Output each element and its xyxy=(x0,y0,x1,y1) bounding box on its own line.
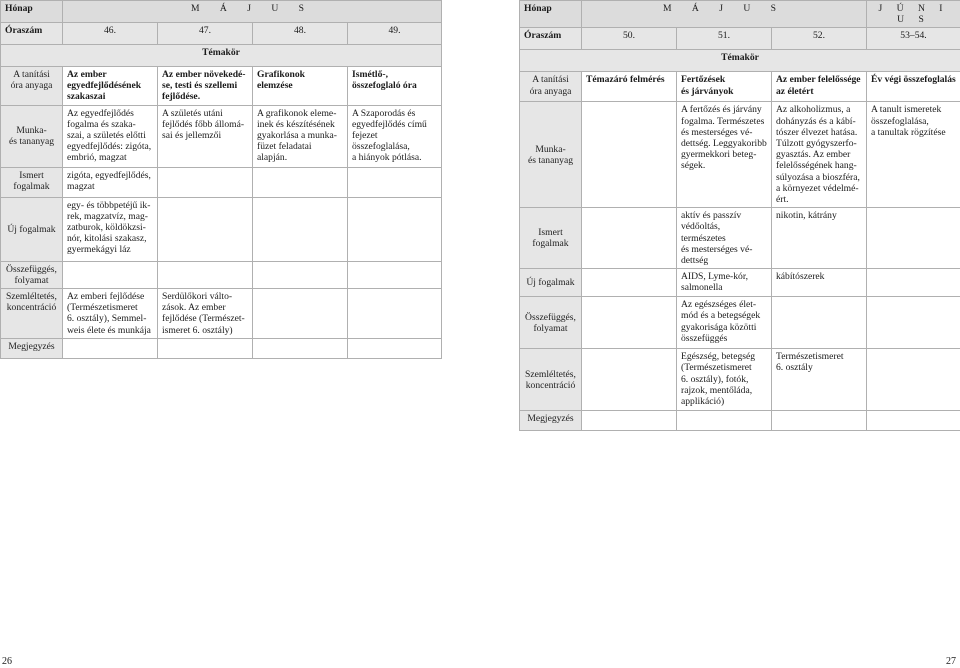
left-lesson-table xyxy=(0,0,442,359)
new-concepts-cell xyxy=(348,197,442,261)
lesson-number: 46. xyxy=(63,23,158,45)
lesson-title: Grafikonok elemzése xyxy=(253,67,348,106)
lesson-title: Az ember felelőssége az életért xyxy=(772,72,867,102)
known-concepts-cell: nikotin, kátrány xyxy=(772,208,867,269)
lesson-number: 50. xyxy=(582,28,677,50)
relationships-cell xyxy=(158,261,253,288)
row-label-notes: Megjegyzés xyxy=(520,411,582,431)
right-lesson-table xyxy=(519,0,960,431)
relationships-cell: Az egészséges élet- mód és a betegségek gyakorisága közötti összefüggés xyxy=(677,297,772,349)
month-name: J Ú N I U S xyxy=(867,1,960,28)
relationships-cell xyxy=(253,261,348,288)
new-concepts-cell xyxy=(582,269,677,297)
page-number-right: 27 xyxy=(946,656,956,667)
new-concepts-cell xyxy=(253,197,348,261)
row-label-illustration: Szemléltetés, koncentráció xyxy=(1,289,63,339)
relationships-cell xyxy=(63,261,158,288)
known-concepts-cell xyxy=(582,208,677,269)
known-concepts-cell: aktív és passzív védőoltás, természetes és mesterséges vé- dettség xyxy=(677,208,772,269)
new-concepts-cell: egy- és többpetéjű ik- rek, magzatvíz, mag- zatburok, köldökzsi- nór, kitolási szakasz, gyermekágyi láz xyxy=(63,197,158,261)
work-material-cell: Az egyedfejlődés fogalma és szaka- szai, a születés előtti egyedfejlődés: zigóta, embrió, magzat xyxy=(63,105,158,167)
work-material-cell: A születés utáni fejlődés főbb állomá- sai és jellemzői xyxy=(158,105,253,167)
notes-cell xyxy=(867,411,960,431)
row-label-known-concepts: Ismert fogalmak xyxy=(1,167,63,197)
new-concepts-cell: kábítószerek xyxy=(772,269,867,297)
illustration-cell: Egészség, betegség (Természetismeret 6. osztály), fotók, rajzok, mentőláda, applikáció) xyxy=(677,349,772,411)
known-concepts-cell: zigóta, egyedfejlődés, magzat xyxy=(63,167,158,197)
lesson-number: 52. xyxy=(772,28,867,50)
row-label-work-material: Munka- és tananyag xyxy=(1,105,63,167)
month-label: Hónap xyxy=(1,1,63,23)
notes-cell xyxy=(677,411,772,431)
row-label-relationships: Összefüggés, folyamat xyxy=(1,261,63,288)
row-label-new-concepts: Új fogalmak xyxy=(1,197,63,261)
work-material-cell xyxy=(582,102,677,208)
lesson-number: 48. xyxy=(253,23,348,45)
known-concepts-cell xyxy=(253,167,348,197)
notes-cell xyxy=(253,339,348,359)
row-label-notes: Megjegyzés xyxy=(1,339,63,359)
topic-label: Témakör xyxy=(1,45,442,67)
known-concepts-cell xyxy=(158,167,253,197)
work-material-cell: A grafikonok eleme- inek és készítésének gyakorlása a munka- füzet feladatai alapján. xyxy=(253,105,348,167)
lesson-number-label: Óraszám xyxy=(520,28,582,50)
illustration-cell xyxy=(348,289,442,339)
work-material-cell: A tanult ismeretek összefoglalása, a tanultak rögzítése xyxy=(867,102,960,208)
lesson-title: Az ember növekedé- se, testi és szellemi fejlődése. xyxy=(158,67,253,106)
lesson-title: Témazáró felmérés xyxy=(582,72,677,102)
work-material-cell: A fertőzés és járvány fogalma. Természetes és mesterséges vé- dettség. Leggyakoribb gyermekkori beteg- ségek. xyxy=(677,102,772,208)
page-number-left: 26 xyxy=(2,656,12,667)
lesson-title: Ismétlő-, összefoglaló óra xyxy=(348,67,442,106)
row-label-lesson-material: A tanítási óra anyaga xyxy=(520,72,582,102)
notes-cell xyxy=(348,339,442,359)
relationships-cell xyxy=(772,297,867,349)
topic-label: Témakör xyxy=(520,50,960,72)
lesson-number-label: Óraszám xyxy=(1,23,63,45)
row-label-work-material: Munka- és tananyag xyxy=(520,102,582,208)
lesson-title: Év végi összefoglalás xyxy=(867,72,960,102)
lesson-title: Az ember egyedfejlődésének szakaszai xyxy=(63,67,158,106)
relationships-cell xyxy=(348,261,442,288)
lesson-number: 53–54. xyxy=(867,28,960,50)
row-label-relationships: Összefüggés, folyamat xyxy=(520,297,582,349)
illustration-cell: Az emberi fejlődése (Természetismeret 6. osztály), Semmel- weis élete és munkája xyxy=(63,289,158,339)
row-label-known-concepts: Ismert fogalmak xyxy=(520,208,582,269)
row-label-lesson-material: A tanítási óra anyaga xyxy=(1,67,63,106)
relationships-cell xyxy=(582,297,677,349)
new-concepts-cell xyxy=(867,269,960,297)
known-concepts-cell xyxy=(348,167,442,197)
illustration-cell xyxy=(867,349,960,411)
month-name: M Á J U S xyxy=(63,1,442,23)
new-concepts-cell xyxy=(158,197,253,261)
row-label-illustration: Szemléltetés, koncentráció xyxy=(520,349,582,411)
illustration-cell: Serdülőkori válto- zások. Az ember fejlődése (Természet- ismeret 6. osztály) xyxy=(158,289,253,339)
illustration-cell xyxy=(582,349,677,411)
work-material-cell: A Szaporodás és egyedfejlődés című fejezet összefoglalása, a hiányok pótlása. xyxy=(348,105,442,167)
new-concepts-cell: AIDS, Lyme-kór, salmonella xyxy=(677,269,772,297)
notes-cell xyxy=(158,339,253,359)
row-label-new-concepts: Új fogalmak xyxy=(520,269,582,297)
illustration-cell xyxy=(253,289,348,339)
notes-cell xyxy=(582,411,677,431)
lesson-number: 47. xyxy=(158,23,253,45)
relationships-cell xyxy=(867,297,960,349)
lesson-title: Fertőzések és járványok xyxy=(677,72,772,102)
lesson-number: 49. xyxy=(348,23,442,45)
month-name: M Á J U S xyxy=(582,1,867,28)
notes-cell xyxy=(772,411,867,431)
lesson-number: 51. xyxy=(677,28,772,50)
known-concepts-cell xyxy=(867,208,960,269)
notes-cell xyxy=(63,339,158,359)
month-label: Hónap xyxy=(520,1,582,28)
work-material-cell: Az alkoholizmus, a dohányzás és a kábí- tószer élvezet hatása. Túlzott gyógyszerfo- gyasztás. Az ember felelősségének hang- súlyozása a bioszféra, a környezet védelmé- ért. xyxy=(772,102,867,208)
illustration-cell: Természetismeret 6. osztály xyxy=(772,349,867,411)
